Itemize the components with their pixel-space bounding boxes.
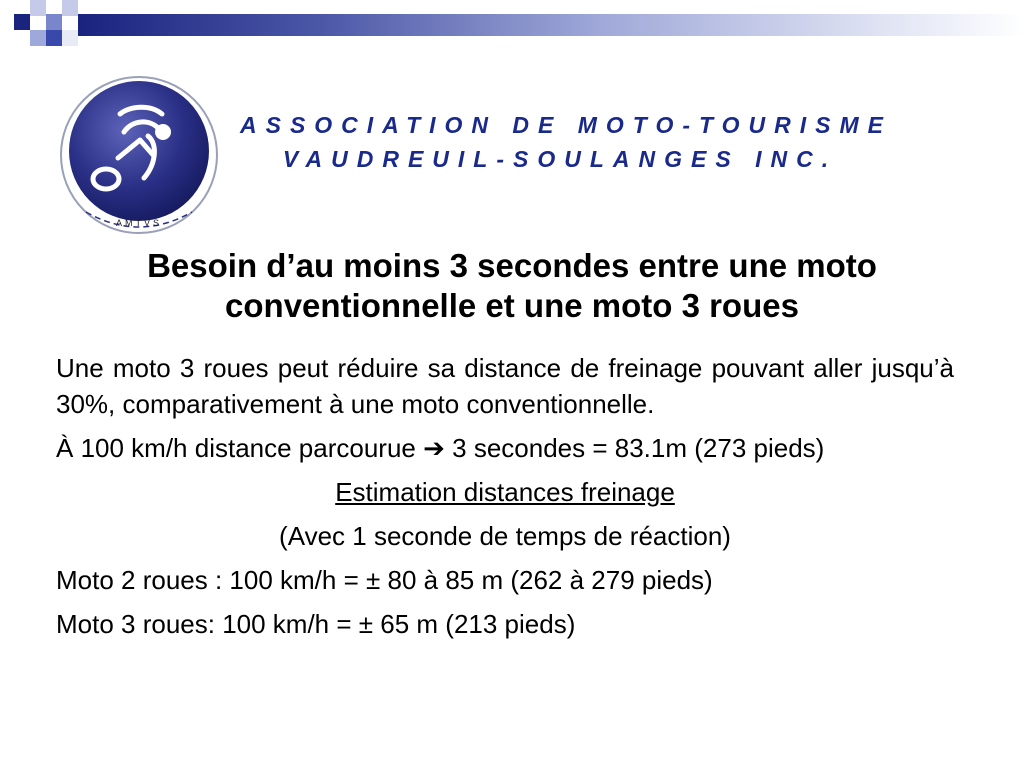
title-line-1: Besoin d’au moins 3 secondes entre une moto (147, 247, 877, 284)
decor-square (62, 0, 78, 16)
arrow-right-icon: ➔ (423, 433, 445, 463)
estimation-heading: Estimation distances freinage (335, 477, 675, 507)
org-line-2: VAUDREUIL-SOULANGES INC. (282, 146, 838, 172)
moto-3-roues-line: Moto 3 roues: 100 km/h = ± 65 m (213 pieds) (56, 609, 576, 639)
slide-title (40, 246, 984, 326)
title-line-2: conventionnelle et une moto 3 roues (225, 287, 799, 324)
slide-body (56, 350, 954, 650)
decor-square (62, 30, 78, 46)
decor-square (30, 0, 46, 16)
distance-text-after: 3 secondes = 83.1m (273 pieds) (452, 433, 825, 463)
decor-square (14, 14, 30, 30)
reaction-time-note: (Avec 1 seconde de temps de réaction) (279, 521, 731, 551)
distance-paragraph (56, 430, 954, 466)
decor-square (46, 30, 62, 46)
decor-square (30, 30, 46, 46)
header-band (0, 0, 1024, 48)
organization-name (240, 108, 892, 176)
braking-reduction-paragraph: Une moto 3 roues peut réduire sa distance de freinage pouvant aller jusqu’à 30%, comparativement à une moto conventionnelle. (56, 353, 954, 419)
decor-square (46, 14, 62, 30)
moto-2-roues-line: Moto 2 roues : 100 km/h = ± 80 à 85 m (262 à 279 pieds) (56, 565, 713, 595)
association-logo (58, 74, 220, 236)
org-line-1: ASSOCIATION DE MOTO-TOURISME (240, 112, 892, 138)
gradient-band (78, 14, 1024, 36)
logo-caption: AMTVS (115, 218, 163, 228)
distance-text-before: À 100 km/h distance parcourue (56, 433, 416, 463)
